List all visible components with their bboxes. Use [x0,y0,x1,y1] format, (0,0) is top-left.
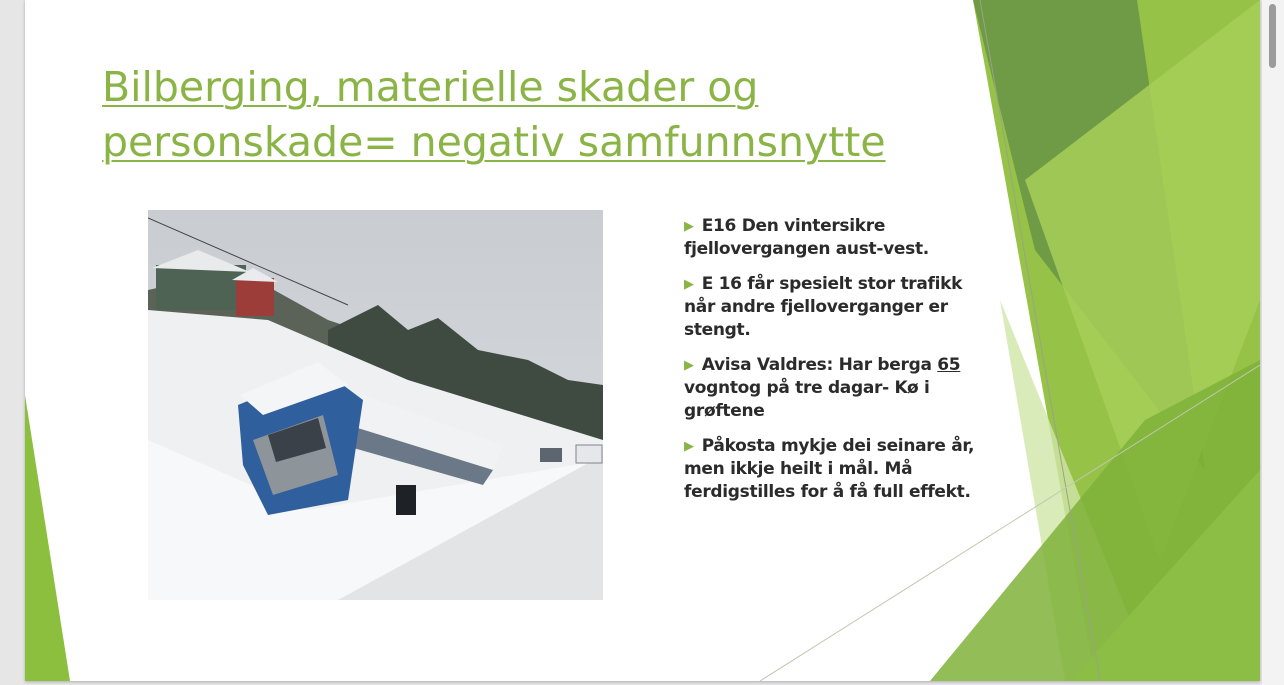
bullet-text: E 16 får spesielt stor trafikk når andre fjelloverganger er stengt. [684,274,963,340]
scrollbar-thumb[interactable] [1269,4,1276,68]
bullet-arrow-icon: ▶ [684,439,694,454]
bullet-item [684,273,984,342]
slide [25,0,1260,681]
bullet-item [684,435,984,504]
bullet-arrow-icon: ▶ [684,219,694,234]
vertical-scrollbar[interactable] [1262,0,1284,685]
bullet-list [684,215,984,516]
bullet-text: E16 Den vintersikre fjellovergangen aust-vest. [684,216,929,259]
bullet-item [684,354,984,423]
bullet-link-65[interactable]: 65 [937,355,961,375]
bullet-arrow-icon: ▶ [684,358,694,373]
slide-title[interactable]: Bilberging, materielle skader og personskade= negativ samfunnsnytte [102,63,886,166]
bullet-text: Påkosta mykje dei seinare år, men ikkje heilt i mål. Må ferdigstilles for å få full effekt. [684,436,975,502]
bullet-arrow-icon: ▶ [684,277,694,292]
bullet-text-pre: Avisa Valdres: Har berga [701,355,938,375]
snow-truck-in-ditch-photo [148,210,603,600]
bullet-item [684,215,984,261]
bullet-text-post: vogntog på tre dagar- Kø i grøftene [684,378,930,421]
